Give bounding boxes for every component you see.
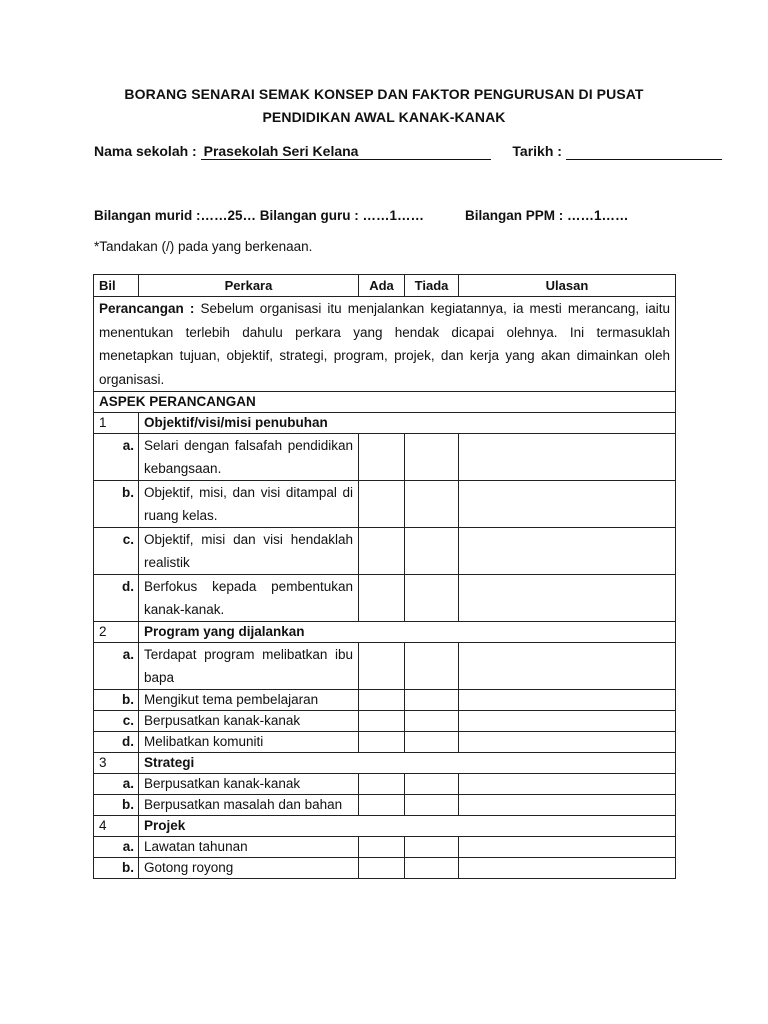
item-text: Terdapat program melibatkan ibu bapa (139, 643, 359, 690)
section-number: 2 (94, 622, 139, 643)
student-teacher-count: Bilangan murid :……25… Bilangan guru : ……1…… (94, 208, 425, 223)
ppm-count: Bilangan PPM : ……1…… (465, 208, 629, 223)
counts-row (94, 208, 629, 223)
table-row (94, 528, 676, 575)
ada-cell[interactable] (359, 528, 405, 575)
ulasan-cell[interactable] (459, 575, 676, 622)
item-letter: d. (94, 575, 139, 622)
tiada-cell[interactable] (405, 528, 459, 575)
item-text: Berpusatkan masalah dan bahan (139, 795, 359, 816)
tiada-cell[interactable] (405, 434, 459, 481)
item-letter: a. (94, 774, 139, 795)
ada-cell[interactable] (359, 837, 405, 858)
ada-cell[interactable] (359, 481, 405, 528)
ada-cell[interactable] (359, 643, 405, 690)
section-title: Program yang dijalankan (139, 622, 676, 643)
section-number: 4 (94, 816, 139, 837)
item-letter: b. (94, 690, 139, 711)
intro-text: Sebelum organisasi itu menjalankan kegiatannya, ia mesti merancang, iaitu menentukan terlebih dahulu perkara yang hendak dicapai olehnya. Ini termasuklah menetapkan tujuan, objektif, strategi, program, projek, dan kerja yang akan dimainkan oleh organisasi. (99, 301, 670, 387)
tiada-cell[interactable] (405, 732, 459, 753)
section-title: Objektif/visi/misi penubuhan (139, 413, 676, 434)
ada-cell[interactable] (359, 711, 405, 732)
item-text: Berpusatkan kanak-kanak (139, 774, 359, 795)
item-letter: d. (94, 732, 139, 753)
item-text: Berfokus kepada pembentukan kanak-kanak. (139, 575, 359, 622)
section-row (94, 622, 676, 643)
tiada-cell[interactable] (405, 711, 459, 732)
item-text: Objektif, misi, dan visi ditampal di ruang kelas. (139, 481, 359, 528)
header-bil: Bil (94, 275, 139, 297)
ulasan-cell[interactable] (459, 711, 676, 732)
section-number: 3 (94, 753, 139, 774)
ulasan-cell[interactable] (459, 795, 676, 816)
item-letter: a. (94, 837, 139, 858)
table-header-row (94, 275, 676, 297)
item-text: Mengikut tema pembelajaran (139, 690, 359, 711)
school-name-value[interactable]: Prasekolah Seri Kelana (201, 143, 491, 160)
table-row (94, 643, 676, 690)
school-name-label: Nama sekolah : (94, 143, 197, 159)
ulasan-cell[interactable] (459, 528, 676, 575)
ada-cell[interactable] (359, 575, 405, 622)
intro-label: Perancangan : (99, 301, 195, 316)
tiada-cell[interactable] (405, 643, 459, 690)
item-letter: c. (94, 528, 139, 575)
tiada-cell[interactable] (405, 774, 459, 795)
table-row (94, 575, 676, 622)
ulasan-cell[interactable] (459, 434, 676, 481)
item-letter: a. (94, 434, 139, 481)
table-row (94, 795, 676, 816)
ada-cell[interactable] (359, 690, 405, 711)
item-text: Selari dengan falsafah pendidikan kebangsaan. (139, 434, 359, 481)
ulasan-cell[interactable] (459, 732, 676, 753)
tiada-cell[interactable] (405, 837, 459, 858)
item-text: Lawatan tahunan (139, 837, 359, 858)
instruction-note: *Tandakan (/) pada yang berkenaan. (94, 239, 313, 254)
item-text: Melibatkan komuniti (139, 732, 359, 753)
table-row (94, 711, 676, 732)
tiada-cell[interactable] (405, 575, 459, 622)
table-row (94, 858, 676, 879)
checklist-table (93, 274, 676, 879)
item-letter: b. (94, 481, 139, 528)
ada-cell[interactable] (359, 774, 405, 795)
table-row (94, 690, 676, 711)
tiada-cell[interactable] (405, 795, 459, 816)
item-text: Gotong royong (139, 858, 359, 879)
header-ulasan: Ulasan (459, 275, 676, 297)
section-title: Projek (139, 816, 676, 837)
table-row (94, 481, 676, 528)
item-letter: b. (94, 795, 139, 816)
aspek-row (94, 392, 676, 413)
section-number: 1 (94, 413, 139, 434)
section-row (94, 753, 676, 774)
ulasan-cell[interactable] (459, 643, 676, 690)
header-perkara: Perkara (139, 275, 359, 297)
ada-cell[interactable] (359, 732, 405, 753)
item-letter: b. (94, 858, 139, 879)
table-row (94, 732, 676, 753)
section-row (94, 413, 676, 434)
aspek-heading: ASPEK PERANCANGAN (94, 392, 676, 413)
intro-row (94, 297, 676, 392)
section-title: Strategi (139, 753, 676, 774)
form-title-line-1: BORANG SENARAI SEMAK KONSEP DAN FAKTOR PENGURUSAN DI PUSAT (124, 86, 644, 102)
ulasan-cell[interactable] (459, 481, 676, 528)
form-title-line-2: PENDIDIKAN AWAL KANAK-KANAK (262, 109, 506, 125)
table-row (94, 434, 676, 481)
ulasan-cell[interactable] (459, 837, 676, 858)
school-row (94, 143, 722, 160)
date-label: Tarikh : (512, 143, 562, 159)
intro-cell (94, 297, 676, 392)
ulasan-cell[interactable] (459, 690, 676, 711)
table-row (94, 774, 676, 795)
ulasan-cell[interactable] (459, 858, 676, 879)
item-letter: c. (94, 711, 139, 732)
ada-cell[interactable] (359, 434, 405, 481)
date-field[interactable] (566, 144, 722, 160)
ada-cell[interactable] (359, 795, 405, 816)
table-row (94, 837, 676, 858)
header-ada: Ada (359, 275, 405, 297)
tiada-cell[interactable] (405, 690, 459, 711)
item-text: Objektif, misi dan visi hendaklah realistik (139, 528, 359, 575)
header-tiada: Tiada (405, 275, 459, 297)
tiada-cell[interactable] (405, 481, 459, 528)
section-row (94, 816, 676, 837)
ada-cell[interactable] (359, 858, 405, 879)
ulasan-cell[interactable] (459, 774, 676, 795)
item-text: Berpusatkan kanak-kanak (139, 711, 359, 732)
item-letter: a. (94, 643, 139, 690)
tiada-cell[interactable] (405, 858, 459, 879)
